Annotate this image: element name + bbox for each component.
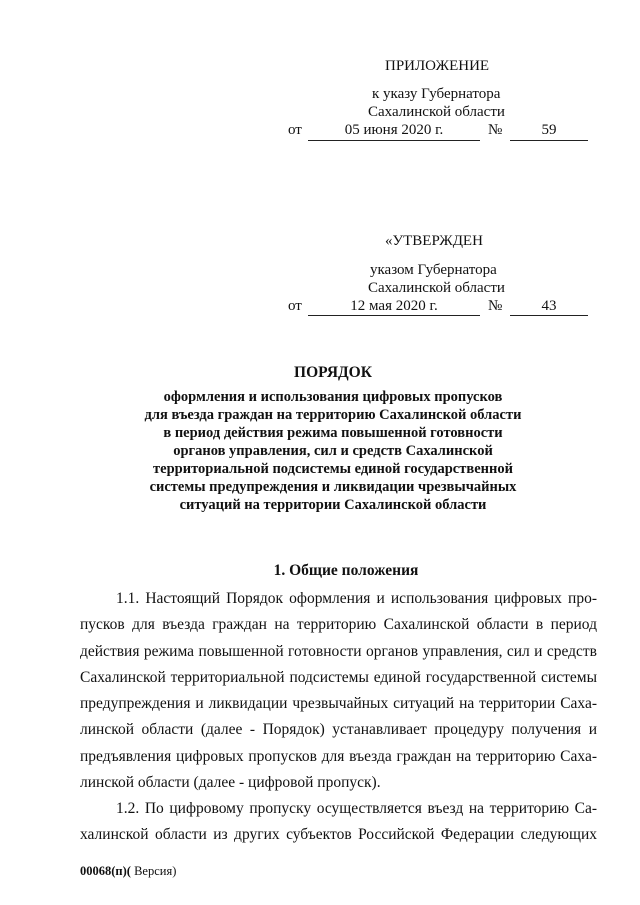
paragraph-1-1 (80, 586, 597, 796)
approved-from-label: от (288, 298, 302, 314)
appendix-line1: к указу Губернатора (372, 86, 501, 102)
appendix-number: 59 (541, 122, 557, 138)
approved-date-underline (308, 315, 480, 316)
paragraph-line: 1.1. Настоящий Порядок оформления и использования цифровых про- (116, 590, 597, 607)
paragraph-line: пусков для въезда граждан на территорию Сахалинской области в период (80, 616, 597, 634)
paragraph-line: 1.2. По цифровому пропуску осуществляется въезд на территорию Са- (116, 800, 597, 817)
footer-code: 00068(п)( (80, 864, 131, 878)
paragraph-line: халинской области из других субъектов Российской Федерации следующих (80, 826, 597, 844)
paragraph-line: действия режима повышенной готовности органов управления, сил и средств (80, 642, 597, 660)
approved-line2: Сахалинской области (368, 280, 505, 296)
approved-number-underline (510, 315, 588, 316)
subtitle-line: системы предупреждения и ликвидации чрезвычайных (149, 479, 517, 495)
subtitle-line: ситуаций на территории Сахалинской области (179, 497, 487, 513)
approved-number: 43 (541, 298, 557, 314)
section-heading: 1. Общие положения (273, 562, 419, 579)
paragraph-line: Сахалинской территориальной подсистемы единой государственной системы (80, 668, 597, 686)
approved-date: 12 мая 2020 г. (350, 298, 438, 314)
subtitle-line: органов управления, сил и средств Сахалинской (173, 443, 493, 459)
appendix-heading: ПРИЛОЖЕНИЕ (385, 58, 490, 74)
subtitle-line: территориальной подсистемы единой государственной (153, 461, 513, 477)
appendix-date: 05 июня 2020 г. (344, 122, 444, 138)
footer-version: Версия) (130, 864, 177, 878)
paragraph-line: предупреждения и ликвидации чрезвычайных ситуаций на территории Саха- (80, 695, 597, 713)
document-footer (80, 864, 176, 879)
appendix-from-label: от (288, 122, 302, 138)
subtitle-line: оформления и использования цифровых пропусков (163, 389, 503, 405)
subtitle-line: для въезда граждан на территорию Сахалинской области (144, 407, 522, 423)
approved-line1: указом Губернатора (370, 262, 497, 278)
paragraph-line: линской области (далее - Порядок) устанавливает процедуру получения и (80, 721, 597, 739)
approved-heading: «УТВЕРЖДЕН (385, 233, 483, 249)
approved-num-label: № (488, 298, 503, 314)
appendix-number-underline (510, 140, 588, 141)
paragraph-1-2 (80, 796, 597, 849)
paragraph-line: предъявления цифровых пропусков для въезда граждан на территорию Саха- (80, 747, 597, 765)
appendix-date-underline (308, 140, 480, 141)
appendix-num-label: № (488, 122, 503, 138)
paragraph-line: линской области (далее - цифровой пропуск). (80, 774, 381, 792)
document-title: ПОРЯДОК (294, 364, 372, 381)
subtitle-line: в период действия режима повышенной готовности (163, 425, 503, 441)
appendix-line2: Сахалинской области (368, 104, 505, 120)
